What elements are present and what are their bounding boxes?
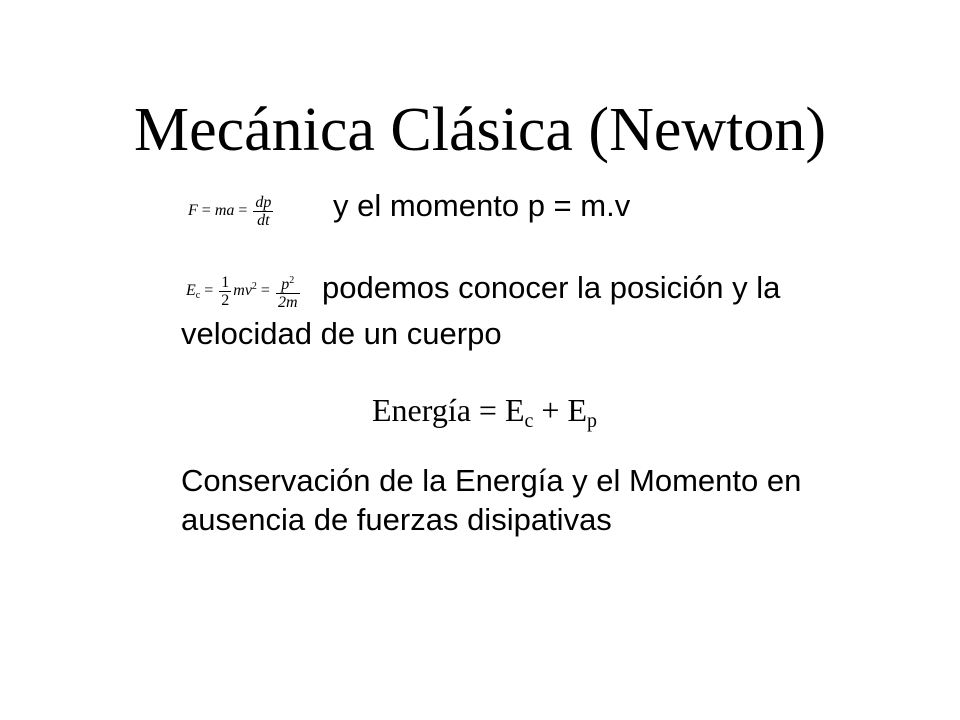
fraction-denominator: 2m <box>277 294 298 311</box>
potential-subscript: p <box>587 410 597 432</box>
force-symbol: F <box>188 202 198 220</box>
slide-title: Mecánica Clásica (Newton) <box>133 96 827 164</box>
total-energy-equation <box>372 390 597 441</box>
fraction-numerator: 1 <box>221 274 230 291</box>
equals-sign: = <box>238 202 248 220</box>
momentum-fraction <box>276 272 300 311</box>
mass-velocity: mv <box>233 282 252 300</box>
position-velocity-text: podemos conocer la posición y la <box>322 270 781 305</box>
plus-potential: + E <box>533 392 587 428</box>
force-equation <box>188 194 275 229</box>
mass-acceleration: ma <box>214 202 235 220</box>
energy-symbol: E <box>186 282 196 300</box>
half-fraction <box>219 274 231 309</box>
momentum-exponent: 2 <box>289 275 295 286</box>
kinetic-energy-equation: $E_c$ = $\frac{1}{2}$ $mv^2$ = $\frac{p^2}{2m}$ <box>186 274 298 311</box>
fraction-denominator: dt <box>257 212 270 229</box>
position-velocity-text-line2: velocidad de un cuerpo <box>181 316 502 351</box>
conservation-text-line2: ausencia de fuerzas disipativas <box>181 502 612 537</box>
velocity-exponent: 2 <box>251 281 257 293</box>
fraction-numerator: dp <box>255 194 272 211</box>
energy-label: Energía = E <box>372 392 525 428</box>
derivative-fraction <box>253 194 273 229</box>
conservation-text-line1: Conservación de la Energía y el Momento en <box>181 463 802 498</box>
kinetic-subscript: c <box>524 410 534 432</box>
momentum-definition: y el momento p = m.v <box>333 188 631 223</box>
fraction-denominator: 2 <box>221 292 230 309</box>
equals-sign: = <box>201 202 211 220</box>
momentum-symbol: p <box>281 276 290 293</box>
energy-subscript: c <box>195 290 201 302</box>
